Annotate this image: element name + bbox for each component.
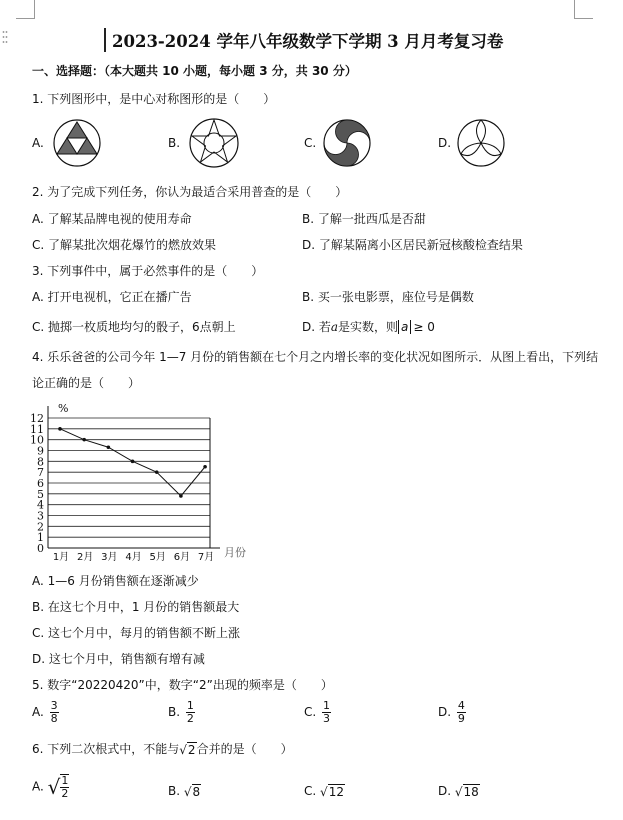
q6-a-label: A. — [32, 779, 44, 794]
x-tick-label: 1月 — [52, 552, 70, 563]
question-1-stem: 1. 下列图形中，是中心对称图形的是（ ） — [32, 92, 276, 106]
q5-a-numerator: 3 — [50, 699, 58, 712]
q6-stem-radical: √2 — [179, 742, 196, 757]
q3-d-absolute-value — [398, 320, 411, 334]
q6-c-radical: √12 — [320, 784, 344, 799]
question-5-stem: 5. 数字“20220420”中，数字“2”出现的频率是（ ） — [32, 678, 333, 692]
q6-option-d — [438, 784, 480, 799]
q6-d-radical: √18 — [454, 784, 479, 799]
question-4-stem-line1: 4. 乐乐爸爸的公司今年 1—7 月份的销售额在七个月之内增长率的变化状况如图所示．从图上看出，下列结 — [32, 350, 599, 364]
data-point — [58, 427, 62, 431]
q6-stem-prefix: 6. 下列二次根式中，不能与 — [32, 742, 180, 756]
q6-option-c — [304, 784, 345, 799]
y-tick-label: 2 — [37, 520, 44, 534]
q6-b-radical: √8 — [183, 784, 201, 799]
y-tick-label: 7 — [37, 466, 44, 480]
x-tick-label: 5月 — [149, 552, 166, 563]
crop-mark-top-left — [16, 0, 35, 19]
q3-option-d — [302, 318, 435, 335]
q6-a-denominator: 2 — [61, 787, 69, 800]
q6-a-radical: √ — [47, 775, 61, 799]
q6-a-numerator: 1 — [61, 774, 69, 787]
q1-option-c-label: C. — [304, 136, 317, 150]
q6-b-radicand: 8 — [192, 784, 201, 799]
y-tick-label: 8 — [37, 455, 44, 469]
q5-d-fraction — [457, 700, 466, 725]
q6-c-radicand: 12 — [328, 784, 344, 799]
q3-d-suffix: ≥ 0 — [413, 320, 435, 334]
x-tick-label: 6月 — [173, 552, 191, 563]
q3-option-c: C. 抛掷一枚质地均匀的骰子，6点朝上 — [32, 320, 236, 334]
q4-option-a: A. 1—6 月份销售额在逐渐减少 — [32, 574, 199, 588]
q5-option-a — [32, 700, 59, 725]
y-tick-label: 5 — [37, 487, 44, 501]
q2-option-b: B. 了解一批西瓜是否甜 — [302, 212, 426, 226]
x-tick-label: 7月 — [197, 552, 215, 563]
q3-d-variable: a — [330, 320, 339, 334]
crop-mark-top-right — [574, 0, 593, 19]
q3-option-a: A. 打开电视机，它正在播广告 — [32, 290, 192, 304]
q6-stem-radicand: 2 — [187, 742, 196, 757]
q3-d-abs-var: a — [401, 320, 409, 334]
x-axis-label: 月份 — [224, 546, 246, 559]
q4-option-d: D. 这七个月中，销售额有增有减 — [32, 652, 205, 666]
data-point — [155, 470, 159, 474]
q1-figure-b-pentagram-circle-icon — [188, 117, 240, 169]
q6-stem-suffix: 合并的是（ ） — [196, 742, 293, 756]
q5-b-denominator: 2 — [186, 712, 194, 725]
y-tick-label: 6 — [37, 477, 44, 490]
q6-a-fraction — [60, 774, 69, 800]
q5-d-label: D. — [438, 705, 452, 719]
data-point — [203, 465, 207, 469]
q5-c-fraction — [322, 700, 331, 725]
q5-d-numerator: 4 — [457, 699, 465, 712]
q1-option-a-label: A. — [32, 136, 44, 150]
q5-b-label: B. — [168, 705, 181, 719]
data-point — [179, 494, 183, 498]
question-2-stem: 2. 为了完成下列任务，你认为最适合采用普查的是（ ） — [32, 185, 348, 199]
q3-d-middle: 是实数，则 — [338, 320, 399, 334]
q5-option-b — [168, 700, 195, 725]
data-point — [82, 438, 86, 442]
q3-d-prefix: D. 若 — [302, 320, 331, 334]
q1-option-b-label: B. — [168, 136, 181, 150]
q2-option-a: A. 了解某品牌电视的使用寿命 — [32, 212, 192, 226]
question-3-stem: 3. 下列事件中，属于必然事件的是（ ） — [32, 264, 264, 278]
q5-b-numerator: 1 — [186, 699, 194, 712]
q6-option-b — [168, 784, 201, 799]
y-tick-label: 9 — [37, 444, 44, 458]
q5-b-fraction — [186, 700, 195, 725]
q5-c-numerator: 1 — [323, 699, 331, 712]
q4-option-c: C. 这七个月中，每月的销售额不断上涨 — [32, 626, 241, 640]
q3-option-b: B. 买一张电影票，座位号是偶数 — [302, 290, 474, 304]
q5-option-d — [438, 700, 466, 725]
y-tick-label: 3 — [37, 509, 44, 523]
q6-option-a — [32, 774, 69, 800]
q5-a-label: A. — [32, 705, 44, 719]
x-tick-label: 4月 — [125, 552, 142, 563]
q6-d-radicand: 18 — [463, 784, 479, 799]
margin-handle-icon — [2, 30, 8, 44]
question-4-stem-line2: 论正确的是（ ） — [32, 376, 141, 390]
text-cursor — [104, 28, 106, 52]
data-point — [131, 460, 135, 464]
q5-c-denominator: 3 — [323, 712, 331, 725]
q4-option-b: B. 在这七个月中，1 月份的销售额最大 — [32, 600, 240, 614]
q2-option-d: D. 了解某隔离小区居民新冠核酸检查结果 — [302, 238, 523, 252]
q5-a-fraction — [50, 700, 59, 725]
y-tick-label: 12 — [30, 412, 44, 425]
q5-c-label: C. — [304, 705, 317, 719]
section-heading: 一、选择题：（本大题共 10 小题，每小题 3 分，共 30 分） — [32, 64, 357, 78]
q1-option-d-label: D. — [438, 136, 452, 150]
q1-figure-d-three-petal-icon — [456, 118, 506, 168]
y-tick-label: 11 — [30, 422, 44, 436]
y-tick-label: 10 — [30, 433, 44, 447]
q6-b-label: B. — [168, 784, 181, 798]
q5-d-denominator: 9 — [457, 712, 465, 725]
y-tick-label: 4 — [37, 498, 44, 512]
q6-c-label: C. — [304, 784, 317, 798]
q5-option-c — [304, 700, 331, 725]
q4-line-chart — [28, 398, 268, 566]
q1-figure-c-yin-yang-icon — [322, 118, 372, 168]
page-title: 2023-2024 学年八年级数学下学期 3 月月考复习卷 — [112, 32, 504, 51]
x-tick-label: 3月 — [101, 552, 118, 563]
data-point — [107, 445, 111, 449]
y-tick-label: 0 — [37, 542, 44, 555]
q2-option-c: C. 了解某批次烟花爆竹的燃放效果 — [32, 238, 217, 252]
q6-d-label: D. — [438, 784, 452, 798]
x-tick-label: 2月 — [76, 552, 94, 563]
y-axis-label: % — [58, 402, 69, 415]
q1-figure-a-triangle-circle-icon — [52, 118, 102, 168]
q5-a-denominator: 8 — [50, 712, 58, 725]
y-tick-label: 1 — [37, 531, 44, 545]
question-6-stem — [32, 740, 293, 757]
